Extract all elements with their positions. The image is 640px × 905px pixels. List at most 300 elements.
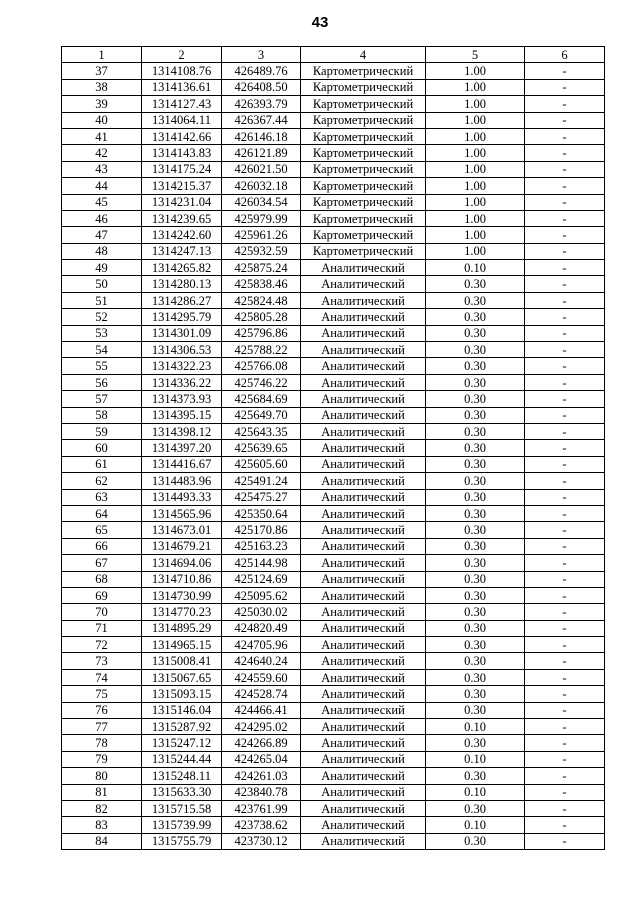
method-cell: Аналитический: [301, 292, 426, 308]
method-cell: Аналитический: [301, 686, 426, 702]
x-coordinate-cell: 1314694.06: [142, 555, 222, 571]
y-coordinate-cell: 425824.48: [222, 292, 301, 308]
y-coordinate-cell: 425649.70: [222, 407, 301, 423]
accuracy-cell: 0.30: [426, 473, 525, 489]
method-cell: Картометрический: [301, 128, 426, 144]
table-row: [62, 440, 605, 456]
note-cell: -: [525, 309, 605, 325]
x-coordinate-cell: 1314127.43: [142, 96, 222, 112]
y-coordinate-cell: 426021.50: [222, 161, 301, 177]
y-coordinate-cell: 425163.23: [222, 538, 301, 554]
column-header: 6: [525, 47, 605, 63]
note-cell: -: [525, 342, 605, 358]
x-coordinate-cell: 1314336.22: [142, 374, 222, 390]
column-header: 1: [62, 47, 142, 63]
method-cell: Аналитический: [301, 325, 426, 341]
x-coordinate-cell: 1315287.92: [142, 719, 222, 735]
accuracy-cell: 1.00: [426, 112, 525, 128]
accuracy-cell: 0.10: [426, 817, 525, 833]
accuracy-cell: 1.00: [426, 145, 525, 161]
point-number-cell: 44: [62, 178, 142, 194]
y-coordinate-cell: 425746.22: [222, 374, 301, 390]
accuracy-cell: 0.30: [426, 391, 525, 407]
x-coordinate-cell: 1314493.33: [142, 489, 222, 505]
note-cell: -: [525, 112, 605, 128]
page-number: 43: [311, 14, 329, 31]
accuracy-cell: 0.10: [426, 260, 525, 276]
y-coordinate-cell: 423840.78: [222, 784, 301, 800]
table-row: [62, 800, 605, 816]
accuracy-cell: 1.00: [426, 227, 525, 243]
table-row: [62, 391, 605, 407]
table-row: [62, 571, 605, 587]
x-coordinate-cell: 1314301.09: [142, 325, 222, 341]
y-coordinate-cell: 426393.79: [222, 96, 301, 112]
y-coordinate-cell: 423738.62: [222, 817, 301, 833]
method-cell: Аналитический: [301, 456, 426, 472]
note-cell: -: [525, 833, 605, 849]
x-coordinate-cell: 1314247.13: [142, 243, 222, 259]
accuracy-cell: 0.30: [426, 309, 525, 325]
table-row: [62, 751, 605, 767]
method-cell: Аналитический: [301, 719, 426, 735]
y-coordinate-cell: 425684.69: [222, 391, 301, 407]
y-coordinate-cell: 425766.08: [222, 358, 301, 374]
point-number-cell: 81: [62, 784, 142, 800]
table-row: [62, 309, 605, 325]
table-row: [62, 292, 605, 308]
table-row: [62, 653, 605, 669]
y-coordinate-cell: 425605.60: [222, 456, 301, 472]
x-coordinate-cell: 1314395.15: [142, 407, 222, 423]
accuracy-cell: 0.30: [426, 735, 525, 751]
y-coordinate-cell: 426367.44: [222, 112, 301, 128]
table-row: [62, 178, 605, 194]
note-cell: -: [525, 128, 605, 144]
x-coordinate-cell: 1314064.11: [142, 112, 222, 128]
table-row: [62, 505, 605, 521]
method-cell: Аналитический: [301, 768, 426, 784]
y-coordinate-cell: 424466.41: [222, 702, 301, 718]
x-coordinate-cell: 1314965.15: [142, 637, 222, 653]
note-cell: -: [525, 145, 605, 161]
y-coordinate-cell: 424265.04: [222, 751, 301, 767]
x-coordinate-cell: 1314322.23: [142, 358, 222, 374]
accuracy-cell: 0.30: [426, 653, 525, 669]
point-number-cell: 49: [62, 260, 142, 276]
table-row: [62, 145, 605, 161]
accuracy-cell: 0.30: [426, 571, 525, 587]
point-number-cell: 48: [62, 243, 142, 259]
point-number-cell: 65: [62, 522, 142, 538]
x-coordinate-cell: 1315715.58: [142, 800, 222, 816]
accuracy-cell: 1.00: [426, 63, 525, 79]
accuracy-cell: 0.30: [426, 276, 525, 292]
table-row: [62, 719, 605, 735]
note-cell: -: [525, 637, 605, 653]
table-body: [62, 63, 605, 850]
accuracy-cell: 0.30: [426, 423, 525, 439]
y-coordinate-cell: 425030.02: [222, 604, 301, 620]
x-coordinate-cell: 1315008.41: [142, 653, 222, 669]
x-coordinate-cell: 1314108.76: [142, 63, 222, 79]
y-coordinate-cell: 425979.99: [222, 210, 301, 226]
y-coordinate-cell: 425124.69: [222, 571, 301, 587]
table-row: [62, 358, 605, 374]
y-coordinate-cell: 424261.03: [222, 768, 301, 784]
method-cell: Картометрический: [301, 210, 426, 226]
column-header: 2: [142, 47, 222, 63]
method-cell: Аналитический: [301, 669, 426, 685]
note-cell: -: [525, 817, 605, 833]
method-cell: Аналитический: [301, 833, 426, 849]
method-cell: Аналитический: [301, 260, 426, 276]
accuracy-cell: 0.30: [426, 637, 525, 653]
accuracy-cell: 0.30: [426, 686, 525, 702]
table-row: [62, 63, 605, 79]
table-header-row: [62, 47, 605, 63]
note-cell: -: [525, 555, 605, 571]
method-cell: Аналитический: [301, 538, 426, 554]
point-number-cell: 43: [62, 161, 142, 177]
method-cell: Аналитический: [301, 505, 426, 521]
accuracy-cell: 0.30: [426, 538, 525, 554]
point-number-cell: 52: [62, 309, 142, 325]
accuracy-cell: 1.00: [426, 79, 525, 95]
point-number-cell: 46: [62, 210, 142, 226]
note-cell: -: [525, 423, 605, 439]
note-cell: -: [525, 768, 605, 784]
method-cell: Картометрический: [301, 96, 426, 112]
y-coordinate-cell: 426034.54: [222, 194, 301, 210]
accuracy-cell: 0.30: [426, 702, 525, 718]
note-cell: -: [525, 686, 605, 702]
table-row: [62, 128, 605, 144]
table-row: [62, 489, 605, 505]
note-cell: -: [525, 440, 605, 456]
method-cell: Аналитический: [301, 784, 426, 800]
table-row: [62, 423, 605, 439]
y-coordinate-cell: 424820.49: [222, 620, 301, 636]
table-row: [62, 669, 605, 685]
note-cell: -: [525, 473, 605, 489]
x-coordinate-cell: 1315093.15: [142, 686, 222, 702]
method-cell: Аналитический: [301, 423, 426, 439]
table-row: [62, 194, 605, 210]
x-coordinate-cell: 1314397.20: [142, 440, 222, 456]
table-row: [62, 210, 605, 226]
y-coordinate-cell: 425796.86: [222, 325, 301, 341]
table-row: [62, 407, 605, 423]
accuracy-cell: 0.30: [426, 440, 525, 456]
coordinates-table: [61, 46, 605, 850]
y-coordinate-cell: 424559.60: [222, 669, 301, 685]
y-coordinate-cell: 426489.76: [222, 63, 301, 79]
point-number-cell: 70: [62, 604, 142, 620]
method-cell: Аналитический: [301, 522, 426, 538]
table-row: [62, 735, 605, 751]
point-number-cell: 76: [62, 702, 142, 718]
method-cell: Аналитический: [301, 555, 426, 571]
point-number-cell: 64: [62, 505, 142, 521]
method-cell: Аналитический: [301, 342, 426, 358]
point-number-cell: 42: [62, 145, 142, 161]
y-coordinate-cell: 425875.24: [222, 260, 301, 276]
y-coordinate-cell: 424295.02: [222, 719, 301, 735]
note-cell: -: [525, 79, 605, 95]
point-number-cell: 51: [62, 292, 142, 308]
method-cell: Аналитический: [301, 620, 426, 636]
method-cell: Картометрический: [301, 227, 426, 243]
note-cell: -: [525, 719, 605, 735]
table-row: [62, 784, 605, 800]
y-coordinate-cell: 425144.98: [222, 555, 301, 571]
y-coordinate-cell: 425095.62: [222, 587, 301, 603]
method-cell: Аналитический: [301, 571, 426, 587]
accuracy-cell: 0.30: [426, 292, 525, 308]
x-coordinate-cell: 1314416.67: [142, 456, 222, 472]
note-cell: -: [525, 735, 605, 751]
note-cell: -: [525, 292, 605, 308]
note-cell: -: [525, 243, 605, 259]
accuracy-cell: 0.30: [426, 342, 525, 358]
method-cell: Картометрический: [301, 178, 426, 194]
point-number-cell: 73: [62, 653, 142, 669]
point-number-cell: 82: [62, 800, 142, 816]
x-coordinate-cell: 1314565.96: [142, 505, 222, 521]
x-coordinate-cell: 1314295.79: [142, 309, 222, 325]
method-cell: Аналитический: [301, 817, 426, 833]
table-row: [62, 374, 605, 390]
x-coordinate-cell: 1314265.82: [142, 260, 222, 276]
method-cell: Аналитический: [301, 587, 426, 603]
note-cell: -: [525, 571, 605, 587]
accuracy-cell: 0.10: [426, 719, 525, 735]
y-coordinate-cell: 426032.18: [222, 178, 301, 194]
point-number-cell: 78: [62, 735, 142, 751]
table-row: [62, 587, 605, 603]
x-coordinate-cell: 1314730.99: [142, 587, 222, 603]
point-number-cell: 84: [62, 833, 142, 849]
x-coordinate-cell: 1314136.61: [142, 79, 222, 95]
accuracy-cell: 0.30: [426, 407, 525, 423]
point-number-cell: 66: [62, 538, 142, 554]
y-coordinate-cell: 425170.86: [222, 522, 301, 538]
note-cell: -: [525, 620, 605, 636]
point-number-cell: 58: [62, 407, 142, 423]
note-cell: -: [525, 374, 605, 390]
point-number-cell: 59: [62, 423, 142, 439]
accuracy-cell: 0.30: [426, 505, 525, 521]
accuracy-cell: 1.00: [426, 243, 525, 259]
table-row: [62, 325, 605, 341]
point-number-cell: 67: [62, 555, 142, 571]
table-row: [62, 243, 605, 259]
accuracy-cell: 0.30: [426, 587, 525, 603]
table-row: [62, 538, 605, 554]
method-cell: Картометрический: [301, 243, 426, 259]
method-cell: Аналитический: [301, 309, 426, 325]
point-number-cell: 41: [62, 128, 142, 144]
method-cell: Аналитический: [301, 800, 426, 816]
x-coordinate-cell: 1314239.65: [142, 210, 222, 226]
x-coordinate-cell: 1314679.21: [142, 538, 222, 554]
note-cell: -: [525, 505, 605, 521]
y-coordinate-cell: 425639.65: [222, 440, 301, 456]
accuracy-cell: 0.10: [426, 751, 525, 767]
y-coordinate-cell: 423730.12: [222, 833, 301, 849]
x-coordinate-cell: 1314175.24: [142, 161, 222, 177]
x-coordinate-cell: 1315067.65: [142, 669, 222, 685]
point-number-cell: 61: [62, 456, 142, 472]
y-coordinate-cell: 424705.96: [222, 637, 301, 653]
table-row: [62, 604, 605, 620]
y-coordinate-cell: 425961.26: [222, 227, 301, 243]
method-cell: Аналитический: [301, 653, 426, 669]
point-number-cell: 71: [62, 620, 142, 636]
table-row: [62, 161, 605, 177]
point-number-cell: 56: [62, 374, 142, 390]
table-row: [62, 112, 605, 128]
note-cell: -: [525, 407, 605, 423]
x-coordinate-cell: 1314280.13: [142, 276, 222, 292]
point-number-cell: 47: [62, 227, 142, 243]
x-coordinate-cell: 1314673.01: [142, 522, 222, 538]
note-cell: -: [525, 538, 605, 554]
point-number-cell: 79: [62, 751, 142, 767]
note-cell: -: [525, 784, 605, 800]
table-row: [62, 473, 605, 489]
y-coordinate-cell: 425932.59: [222, 243, 301, 259]
note-cell: -: [525, 489, 605, 505]
accuracy-cell: 0.30: [426, 489, 525, 505]
table-row: [62, 79, 605, 95]
x-coordinate-cell: 1314143.83: [142, 145, 222, 161]
y-coordinate-cell: 424528.74: [222, 686, 301, 702]
method-cell: Аналитический: [301, 702, 426, 718]
accuracy-cell: 0.30: [426, 555, 525, 571]
note-cell: -: [525, 276, 605, 292]
point-number-cell: 83: [62, 817, 142, 833]
table-row: [62, 702, 605, 718]
accuracy-cell: 0.30: [426, 522, 525, 538]
method-cell: Аналитический: [301, 276, 426, 292]
accuracy-cell: 1.00: [426, 178, 525, 194]
note-cell: -: [525, 358, 605, 374]
accuracy-cell: 1.00: [426, 194, 525, 210]
method-cell: Картометрический: [301, 112, 426, 128]
note-cell: -: [525, 522, 605, 538]
x-coordinate-cell: 1314142.66: [142, 128, 222, 144]
point-number-cell: 60: [62, 440, 142, 456]
point-number-cell: 39: [62, 96, 142, 112]
point-number-cell: 80: [62, 768, 142, 784]
x-coordinate-cell: 1315244.44: [142, 751, 222, 767]
point-number-cell: 38: [62, 79, 142, 95]
x-coordinate-cell: 1315739.99: [142, 817, 222, 833]
table-row: [62, 276, 605, 292]
accuracy-cell: 0.30: [426, 800, 525, 816]
note-cell: -: [525, 800, 605, 816]
accuracy-cell: 0.30: [426, 604, 525, 620]
y-coordinate-cell: 425491.24: [222, 473, 301, 489]
point-number-cell: 62: [62, 473, 142, 489]
note-cell: -: [525, 325, 605, 341]
accuracy-cell: 0.30: [426, 833, 525, 849]
note-cell: -: [525, 210, 605, 226]
point-number-cell: 37: [62, 63, 142, 79]
point-number-cell: 77: [62, 719, 142, 735]
x-coordinate-cell: 1314483.96: [142, 473, 222, 489]
table-row: [62, 817, 605, 833]
point-number-cell: 40: [62, 112, 142, 128]
table-row: [62, 768, 605, 784]
method-cell: Аналитический: [301, 751, 426, 767]
point-number-cell: 45: [62, 194, 142, 210]
x-coordinate-cell: 1314306.53: [142, 342, 222, 358]
x-coordinate-cell: 1314770.23: [142, 604, 222, 620]
point-number-cell: 68: [62, 571, 142, 587]
accuracy-cell: 1.00: [426, 128, 525, 144]
accuracy-cell: 0.10: [426, 784, 525, 800]
table-row: [62, 456, 605, 472]
method-cell: Аналитический: [301, 391, 426, 407]
point-number-cell: 72: [62, 637, 142, 653]
x-coordinate-cell: 1315755.79: [142, 833, 222, 849]
note-cell: -: [525, 702, 605, 718]
method-cell: Картометрический: [301, 145, 426, 161]
x-coordinate-cell: 1315248.11: [142, 768, 222, 784]
x-coordinate-cell: 1314286.27: [142, 292, 222, 308]
y-coordinate-cell: 424266.89: [222, 735, 301, 751]
x-coordinate-cell: 1314895.29: [142, 620, 222, 636]
y-coordinate-cell: 425788.22: [222, 342, 301, 358]
note-cell: -: [525, 587, 605, 603]
accuracy-cell: 0.30: [426, 456, 525, 472]
point-number-cell: 74: [62, 669, 142, 685]
table-row: [62, 227, 605, 243]
note-cell: -: [525, 227, 605, 243]
accuracy-cell: 0.30: [426, 669, 525, 685]
y-coordinate-cell: 426121.89: [222, 145, 301, 161]
method-cell: Аналитический: [301, 358, 426, 374]
note-cell: -: [525, 260, 605, 276]
method-cell: Аналитический: [301, 374, 426, 390]
accuracy-cell: 0.30: [426, 358, 525, 374]
method-cell: Аналитический: [301, 473, 426, 489]
table-row: [62, 522, 605, 538]
table-row: [62, 342, 605, 358]
accuracy-cell: 1.00: [426, 161, 525, 177]
table-row: [62, 620, 605, 636]
note-cell: -: [525, 604, 605, 620]
x-coordinate-cell: 1314710.86: [142, 571, 222, 587]
table-row: [62, 686, 605, 702]
table-row: [62, 260, 605, 276]
method-cell: Аналитический: [301, 735, 426, 751]
method-cell: Аналитический: [301, 604, 426, 620]
method-cell: Картометрический: [301, 194, 426, 210]
column-header: 5: [426, 47, 525, 63]
x-coordinate-cell: 1315146.04: [142, 702, 222, 718]
accuracy-cell: 0.30: [426, 768, 525, 784]
note-cell: -: [525, 391, 605, 407]
note-cell: -: [525, 63, 605, 79]
accuracy-cell: 1.00: [426, 210, 525, 226]
point-number-cell: 53: [62, 325, 142, 341]
method-cell: Аналитический: [301, 637, 426, 653]
table-row: [62, 833, 605, 849]
